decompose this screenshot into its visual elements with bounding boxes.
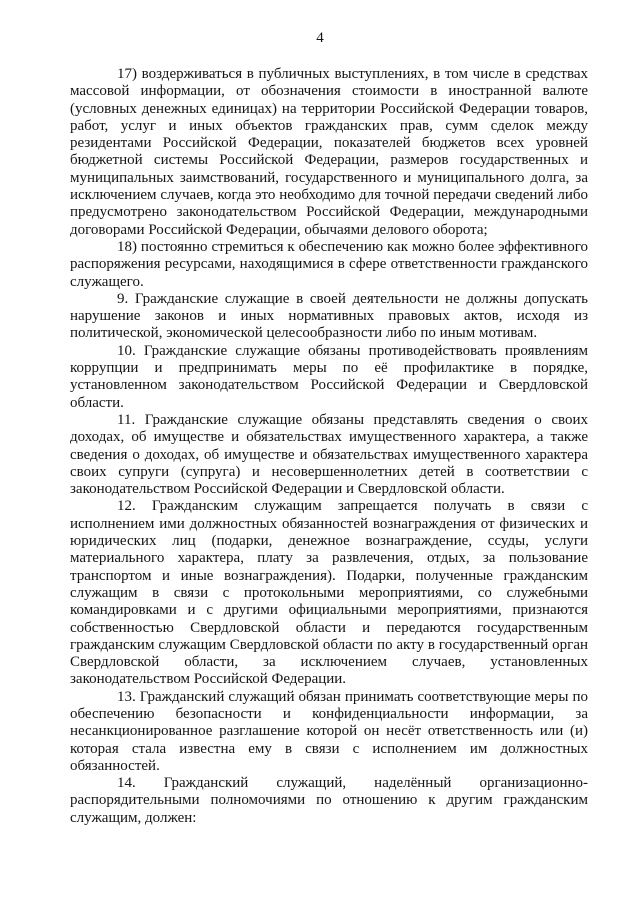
paragraph-clause-12: 12. Гражданским служащим запрещается получать в связи с исполнением ими должностных обязанностей вознаграждения от физических и юридических лиц (подарки, денежное вознаграждение, ссуды, услуги материального характера, плату за развлечения, отдых, за пользование транспортом и иные вознаграждения). Подарки, полученные гражданским служащим в связи с протокольными мероприятиями, со служебными командировками и с другими официальными мероприятиями, признаются собственностью Свердловской области и передаются государственным гражданским служащим Свердловской области по акту в государственный орган Свердловской области, за исключением случаев, установленных законодательством Российской Федерации.	[70, 498, 588, 688]
paragraph-clause-10: 10. Гражданские служащие обязаны противодействовать проявлениям коррупции и предпринимать меры по её профилактике в порядке, установленном законодательством Российской Федерации и Свердловской области.	[70, 342, 588, 411]
paragraph-clause-9: 9. Гражданские служащие в своей деятельности не должны допускать нарушение законов и иных нормативных правовых актов, исходя из политической, экономической целесообразности либо по иным мотивам.	[70, 290, 588, 342]
paragraph-item-18: 18) постоянно стремиться к обеспечению как можно более эффективного распоряжения ресурсами, находящимися в сфере ответственности гражданского служащего.	[70, 238, 588, 290]
paragraph-clause-11: 11. Гражданские служащие обязаны представлять сведения о своих доходах, об имуществе и обязательствах имущественного характера, а также сведения о доходах, об имуществе и обязательствах имущественного характера своих супруги (супруга) и несовершеннолетних детей в соответствии с законодательством Российской Федерации и Свердловской области.	[70, 411, 588, 498]
paragraph-item-17: 17) воздерживаться в публичных выступлениях, в том числе в средствах массовой информации, от обозначения стоимости в иностранной валюте (условных денежных единицах) на территории Российской Федерации товаров, работ, услуг и иных объектов гражданских прав, сумм сделок между резидентами Российской Федерации, показателей бюджетов всех уровней бюджетной системы Российской Федерации, размеров государственных и муниципальных заимствований, государственного и муниципального долга, за исключением случаев, когда это необходимо для точной передачи сведений либо предусмотрено законодательством Российской Федерации, международными договорами Российской Федерации, обычаями делового оборота;	[70, 66, 588, 238]
paragraph-clause-13: 13. Гражданский служащий обязан принимать соответствующие меры по обеспечению безопасности и конфиденциальности информации, за несанкционированное разглашение которой он несёт ответственность или (и) которая стала известна ему в связи с исполнением им должностных обязанностей.	[70, 688, 588, 774]
document-body	[70, 66, 588, 827]
page-number: 4	[316, 30, 324, 46]
paragraph-clause-14: 14. Гражданский служащий, наделённый организационно-распорядительными полномочиями по отношению к другим гражданским служащим, должен:	[70, 775, 588, 826]
